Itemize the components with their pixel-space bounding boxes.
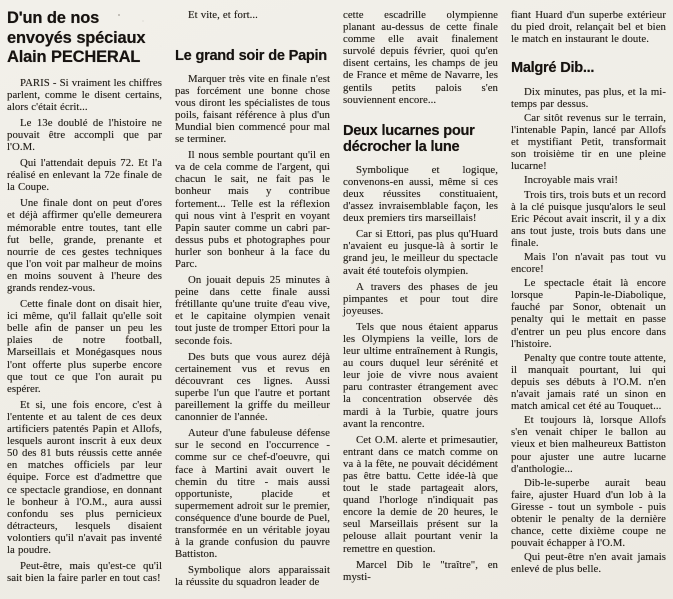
paragraph: Une finale dont on peut d'ores et déjà affirmer qu'elle demeurera mémorable entre toutes, tant elle fut belle, grande, prenante et nourrie de ces gestes techniques que l'on voit par malheur de moins en moins souvent à l'heure des grands rendez-vous. bbox=[7, 197, 162, 294]
paragraph: Il nous semble pourtant qu'il en va de cela comme de l'argent, qui chacun le sait, ne fait pas le bonheur mais y contribue fortement... Telle est la réflexion qui nous vint à l'esprit en voyant Papin sauter comme un cabri par-dessus pubs et photographes pour hurler son bonheur à la face du Parc. bbox=[175, 149, 330, 270]
paragraph: Le spectacle était là encore lorsque Papin-le-Diabolique, fauché par Sonor, obtenait un penalty qui le mettait en passe d'entrer un peu plus encore dans l'histoire. bbox=[511, 277, 666, 350]
paragraph: Et vite, et fort... bbox=[188, 9, 258, 21]
article-column-2 bbox=[175, 9, 330, 593]
paragraph: Dib-le-superbe aurait beau faire, ajuster Huard d'un lob à la Giresse - tout un symbole - puis obtenir le penalty de la dernière chance, cette dixième coupe ne pouvait échapper à l'O.M. bbox=[511, 476, 666, 550]
paragraph: Et si, une fois encore, c'est à l'entente et au talent de ces deux artificiers patentés Papin et Allofs, lesquels auront inscrit à eux deux 50 des 81 buts réussis cette année en matches officiels par leur équipe. Force est d'admettre que ce spectacle grandiose, en donnant le bonheur à l'O.M., aura aussi confondu ses plus pernicieux détracteurs, lesquels disaient volontiers qu'il n'avait pas inventé la poudre. bbox=[7, 398, 162, 556]
paragraph: Cette finale dont on disait hier, ici même, qu'il fallait qu'elle soit belle afin de panser un peu les plaies de notre football, Marseillais et Monégasques nous l'ont offerte plus superbe encore que tout ce que l'on aurait pu espérer. bbox=[7, 298, 162, 395]
subheading-malgre-dib: Malgré Dib... bbox=[511, 60, 595, 77]
paragraph: Cet O.M. alerte et primesautier, entrant dans ce match comme on va à la fête, ne pouvait décidément pas être battu. Cette idée-là que tout le stade partageait alors, quand l'horloge n'indiquait pas encore la demie de 20 heures, le seul Marseillais présent sur la pelouse allait pourtant venir la remettre en question. bbox=[343, 433, 498, 555]
paragraph: Trois tirs, trois buts et un record à la clé puisque jusqu'alors le seul Eric Pécout avait inscrit, il y a dix ans tout juste, trois buts dans une finale. bbox=[511, 188, 667, 249]
paragraph-continuation: fiant Huard d'un superbe extérieur du pied droit, relançait bel et bien le match en instaurant le doute. bbox=[511, 9, 666, 46]
article-column-4 bbox=[511, 9, 666, 593]
paragraph: Penalty que contre toute attente, il manquait pourtant, lui qui depuis ses débuts à l'O.M. n'en n'avait jamais raté un sinon en match amical cet été au Touquet... bbox=[511, 351, 666, 413]
subheading-le-grand-soir-de-papin: Le grand soir de Papin bbox=[175, 48, 327, 65]
paragraph: Tels que nous étaient apparus les Olympiens la veille, lors de leur ultime entraînement à Rungis, au cours duquel leur sérénité et leur joie de vivre nous avaient paru contraster étrangement avec la concentration observée dès mardi à la Turbie, quatre jours avant la rencontre. bbox=[343, 320, 498, 430]
paragraph: Auteur d'une fabuleuse défense sur le second en l'occurrence - comme sur ce chef-d'oeuvre, qui face à Martini avait ouvert le chemin du titre - mais aussi opportuniste, placide et supermement adroit sur le premier, conséquence d'une bourde de Puel, transformée en un véritable joyau à la grande confusion du pauvre Battiston. bbox=[175, 427, 330, 561]
article-column-1 bbox=[7, 9, 162, 593]
paragraph: Car si Ettori, pas plus qu'Huard n'avaient eu jusque-là à sortir le grand jeu, le meilleur du spectacle avait été toutefois olympien. bbox=[343, 228, 498, 277]
paragraph: Qui peut-être n'en avait jamais enlevé de plus belle. bbox=[511, 551, 666, 576]
paragraph: Le 13e doublé de l'histoire ne pouvait être accompli que par l'O.M. bbox=[7, 116, 162, 153]
subheading-deux-lucarnes: Deux lucarnes pour décrocher la lune bbox=[343, 122, 475, 156]
paragraph: Mais l'on n'avait pas tout vu encore! bbox=[511, 251, 666, 276]
paragraph: On jouait depuis 25 minutes à peine dans cette finale aussi frétillante qu'une truite d'eau vive, et le capitaine olympien venait tout juste de tromper Ettori pour la seconde fois. bbox=[175, 274, 330, 347]
paragraph: Symbolique et logique, convenons-en aussi, même si ces deux réussites constituaient, d'assez invraisemblable façon, les deux premiers tirs marseillais! bbox=[343, 163, 498, 225]
paragraph: Marcel Dib le "traître", en mysti- bbox=[343, 558, 498, 583]
paragraph: Incroyable mais vrai! bbox=[524, 174, 618, 187]
article-column-3 bbox=[343, 9, 498, 593]
paragraph: A travers des phases de jeu pimpantes et pour tout dire joyeuses. bbox=[343, 280, 498, 317]
paragraph: Peut-être, mais qu'est-ce qu'il sait bien la faire parler en tout cas! bbox=[7, 560, 162, 585]
paragraph: Et toujours là, lorsque Allofs s'en venait chiper le ballon au vieux et bien malheureux Battiston pour ajuster une autre lucarne d'anthologie... bbox=[511, 414, 666, 475]
paragraph: Qui l'attendait depuis 72. Et l'a réalisé en enlevant la 72e finale de la Coupe. bbox=[7, 157, 162, 194]
paragraph: Car sitôt revenus sur le terrain, l'intenable Papin, lancé par Allofs et mystifiant Petit, transformait son troisième tir en une pleine lucarne! bbox=[511, 111, 666, 173]
paragraph: Des buts que vous aurez déjà certainement vus et revus en découvrant ces lignes. Aussi superbe l'un que l'autre et portant pareillement la griffe du meilleur canonnier de l'année. bbox=[175, 350, 330, 424]
paragraph: Marquer très vite en finale n'est pas forcément une bonne chose vous diront les spécialistes de tous poils, faisant référence à plus d'un Mundial bien commencé pour mal se terminer. bbox=[175, 72, 330, 146]
byline-heading: D'un de nos envoyés spéciaux Alain PECHERAL bbox=[7, 9, 146, 66]
paragraph: Dix minutes, pas plus, et la mi-temps par dessus. bbox=[511, 85, 666, 110]
paragraph: Symbolique alors apparaissait la réussite du squadron leader de bbox=[175, 564, 330, 589]
paragraph: PARIS - Si vraiment les chiffres parlent, comme le disent certains, alors c'était écrit... bbox=[7, 76, 162, 113]
paragraph-continuation: cette escadrille olympienne planant au-dessus de cette finale comme elle avait finalement survolé depuis février, quoi qu'en disent certains, les champs de jeu de France et même de Navarre, les gentils petits palois s'en souviennent encore... bbox=[343, 9, 498, 106]
